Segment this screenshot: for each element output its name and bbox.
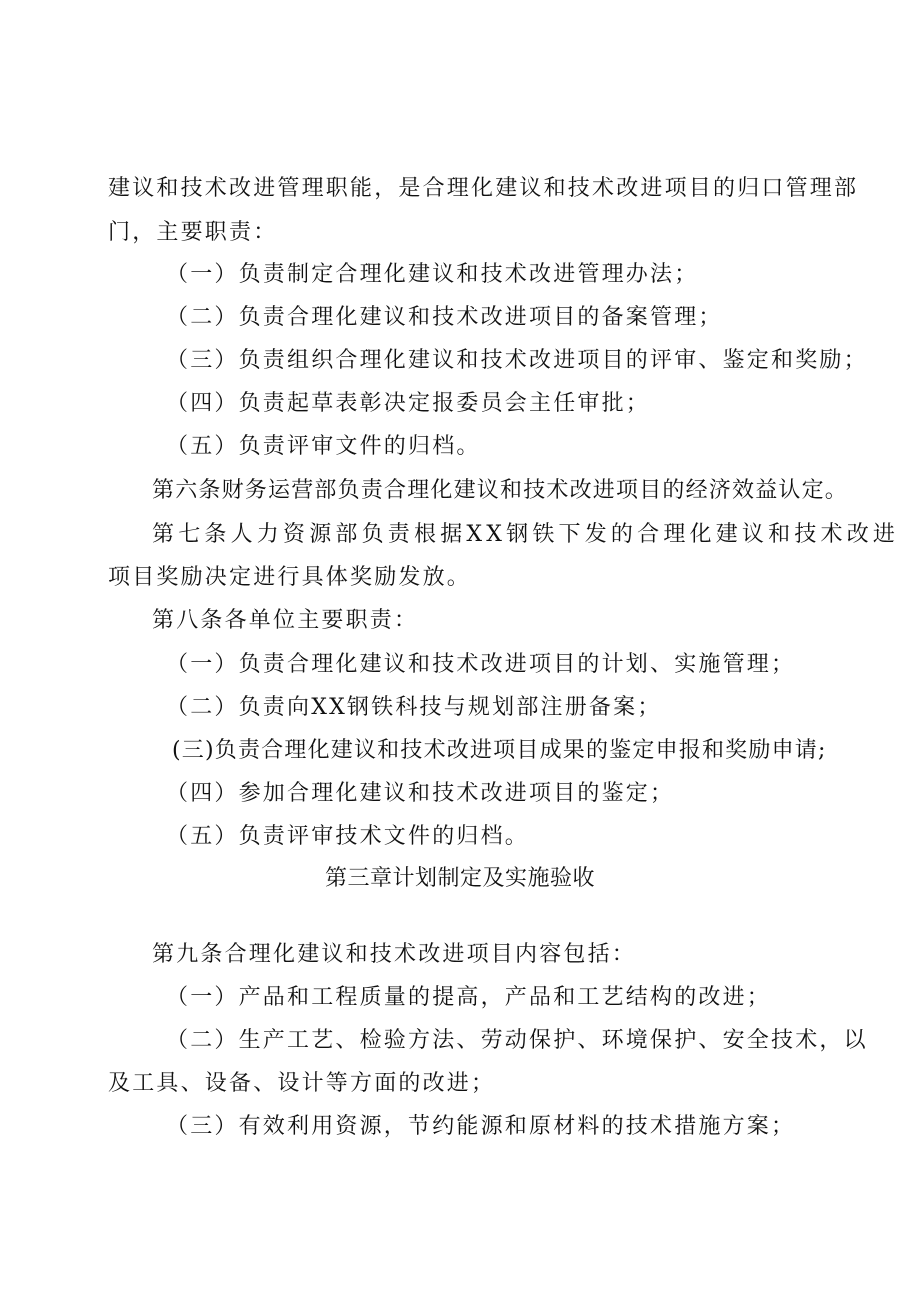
list-item: （五）负责评审文件的归档。 bbox=[166, 434, 481, 459]
paragraph-line: 建议和技术改进管理职能，是合理化建议和技术改进项目的归口管理部 bbox=[108, 176, 859, 201]
list-item: （五）负责评审技术文件的归档。 bbox=[166, 824, 530, 849]
list-item: （一）产品和工程质量的提高，产品和工艺结构的改进； bbox=[166, 985, 772, 1010]
list-item: （三）有效利用资源，节约能源和原材料的技术措施方案； bbox=[166, 1114, 796, 1139]
article-line: 第九条合理化建议和技术改进项目内容包括： bbox=[152, 942, 637, 967]
article-line: 项目奖励决定进行具体奖励发放。 bbox=[108, 565, 472, 590]
article-line: 第七条人力资源部负责根据XX钢铁下发的合理化建议和技术改进 bbox=[152, 522, 900, 547]
list-item: （一）负责合理化建议和技术改进项目的计划、实施管理； bbox=[166, 652, 796, 677]
list-item: （四）参加合理化建议和技术改进项目的鉴定； bbox=[166, 781, 675, 806]
chapter-heading: 第三章计划制定及实施验收 bbox=[324, 866, 595, 891]
article-line: 第六条财务运营部负责合理化建议和技术改进项目的经济效益认定。 bbox=[152, 478, 849, 503]
paragraph-line: 门，主要职责： bbox=[108, 220, 278, 245]
list-item: （三）负责组织合理化建议和技术改进项目的评审、鉴定和奖励； bbox=[166, 348, 868, 373]
list-item: （二）负责合理化建议和技术改进项目的备案管理； bbox=[166, 305, 723, 330]
list-item: （一）负责制定合理化建议和技术改进管理办法； bbox=[166, 262, 699, 287]
list-item: 及工具、设备、设计等方面的改进； bbox=[108, 1071, 496, 1096]
article-line: 第八条各单位主要职责： bbox=[152, 608, 419, 633]
list-item: (三)负责合理化建议和技术改进项目成果的鉴定申报和奖励申请; bbox=[172, 738, 827, 763]
list-item: （四）负责起草表彰决定报委员会主任审批； bbox=[166, 391, 651, 416]
list-item: （二）负责向XX钢铁科技与规划部注册备案； bbox=[166, 695, 662, 720]
list-item: （二）生产工艺、检验方法、劳动保护、环境保护、安全技术，以 bbox=[166, 1028, 868, 1053]
